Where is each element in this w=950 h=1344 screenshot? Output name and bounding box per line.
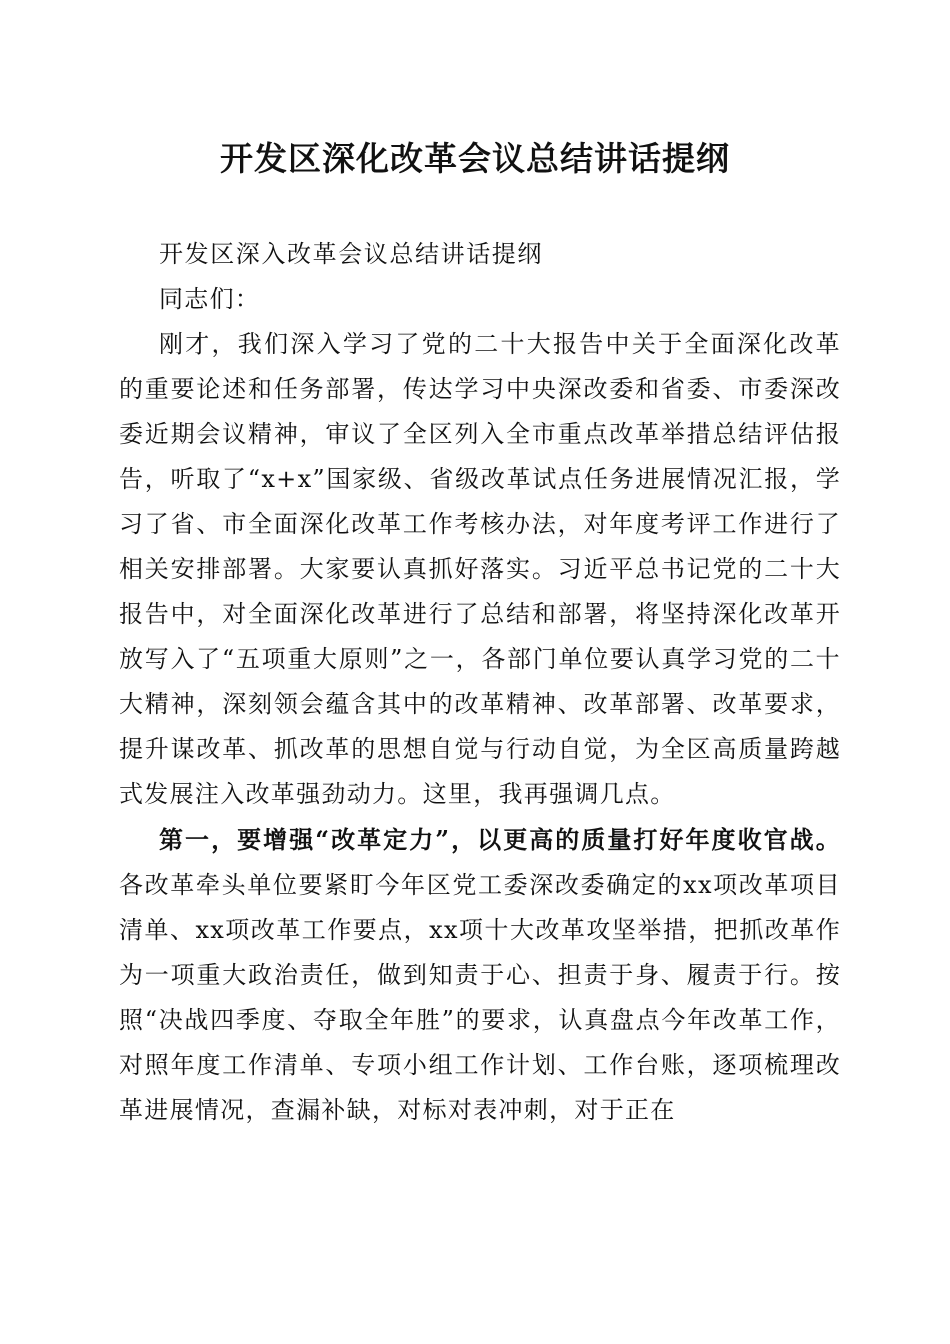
paragraph-2-lead: 第一，要增强“改革定力”，以更高的质量打好年度收官战。 [159,825,841,854]
document-title: 开发区深化改革会议总结讲话提纲 [220,139,730,178]
paragraph-1: 刚才，我们深入学习了党的二十大报告中关于全面深化改革的重要论述和任务部署，传达学习中央深改委和省委、市委深改委近期会议精神，审议了全区列入全市重点改革举措总结评估报告，听取了“x+x”国家级、省级改革试点任务进展情况汇报，学习了省、市全面深化改革工作考核办法，对年度考评工作进行了相关安排部署。大家要认真抓好落实。习近平总书记党的二十大报告中，对全面深化改革进行了总结和部署，将坚持深化改革开放写入了“五项重大原则”之一，各部门单位要认真学习党的二十大精神，深刻领会蕴含其中的改革精神、改革部署、改革要求，提升谋改革、抓改革的思想自觉与行动自觉，为全区高质量跨越式发展注入改革强劲动力。这里，我再强调几点。 [119,330,841,808]
document-body [119,232,841,1133]
paragraph-2-body: 各改革牵头单位要紧盯今年区党工委深改委确定的xx项改革项目清单、xx项改革工作要点，xx项十大改革攻坚举措，把抓改革作为一项重大政治责任，做到知责于心、担责于身、履责于行。按照“决战四季度、夺取全年胜”的要求，认真盘点今年改革工作，对照年度工作清单、专项小组工作计划、工作台账，逐项梳理改革进展情况，查漏补缺，对标对表冲刺，对于正在 [119,871,841,1124]
salutation: 同志们： [159,285,261,313]
paragraph-2 [119,817,841,1133]
document-subtitle: 开发区深入改革会议总结讲话提纲 [159,240,543,268]
